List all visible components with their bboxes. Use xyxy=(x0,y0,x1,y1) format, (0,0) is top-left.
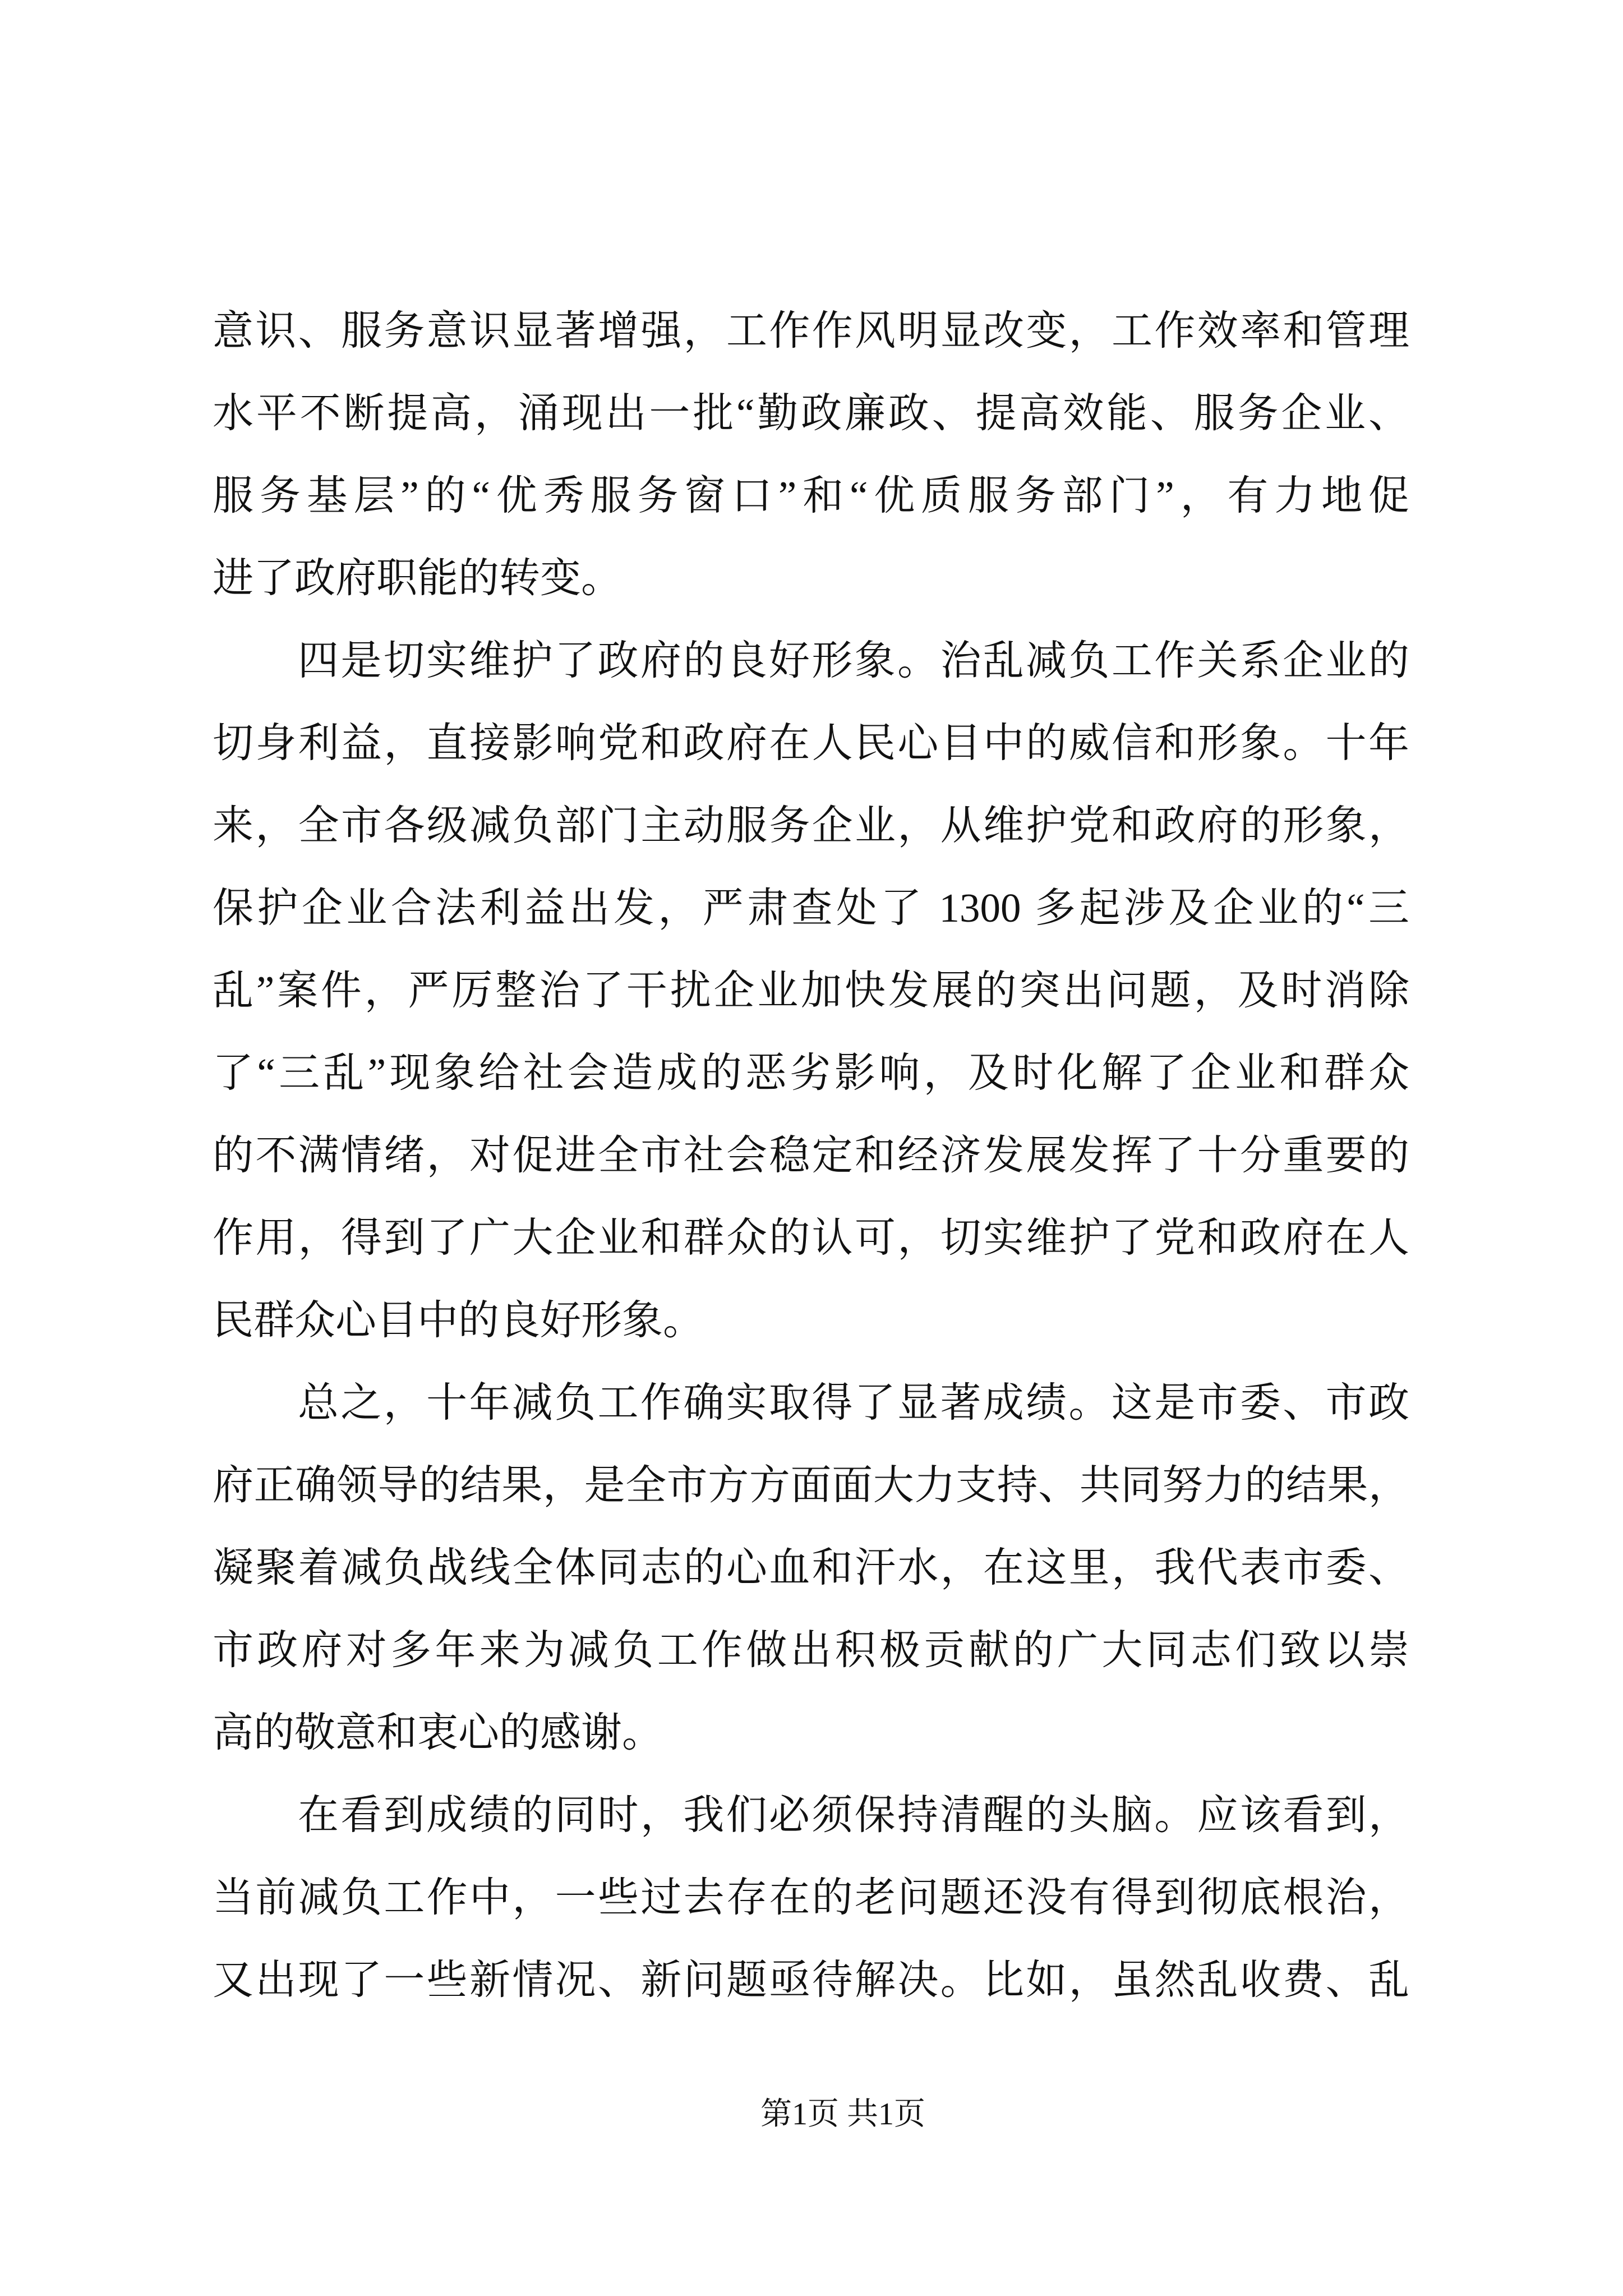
text-line: 作用，得到了广大企业和群众的认可，切实维护了党和政府在人 xyxy=(213,1215,1409,1260)
text-line: 服务基层”的“优秀服务窗口”和“优质服务部门”，有力地促 xyxy=(213,473,1409,518)
text-line: 当前减负工作中，一些过去存在的老问题还没有得到彻底根治， xyxy=(213,1875,1409,1920)
text-line: 乱”案件，严厉整治了干扰企业加快发展的突出问题，及时消除 xyxy=(213,968,1409,1013)
text-line: 民群众心目中的良好形象。 xyxy=(213,1297,704,1343)
text-line: 凝聚着减负战线全体同志的心血和汗水，在这里，我代表市委、 xyxy=(213,1545,1409,1590)
text-line: 市政府对多年来为减负工作做出积极贡献的广大同志们致以崇 xyxy=(213,1627,1409,1673)
paragraph xyxy=(213,289,1409,619)
document-body xyxy=(213,289,1409,2021)
text-line: 意识、服务意识显著增强，工作作风明显改变，工作效率和管理 xyxy=(213,308,1409,353)
text-line: 在看到成绩的同时，我们必须保持清醒的头脑。应该看到， xyxy=(298,1792,1409,1838)
paragraph xyxy=(213,1774,1409,2021)
text-line: 的不满情绪，对促进全市社会稳定和经济发展发挥了十分重要的 xyxy=(213,1133,1409,1178)
paragraph xyxy=(213,619,1409,1361)
text-line: 四是切实维护了政府的良好形象。治乱减负工作关系企业的 xyxy=(298,638,1409,683)
text-line: 保护企业合法利益出发，严肃查处了 1300 多起涉及企业的“三 xyxy=(213,885,1409,931)
text-line: 高的敬意和衷心的感谢。 xyxy=(213,1710,663,1755)
text-line: 了“三乱”现象给社会造成的恶劣影响，及时化解了企业和群众 xyxy=(213,1050,1409,1096)
text-line: 来，全市各级减负部门主动服务企业，从维护党和政府的形象， xyxy=(213,803,1409,848)
text-line: 总之，十年减负工作确实取得了显著成绩。这是市委、市政 xyxy=(298,1380,1409,1425)
text-line: 府正确领导的结果，是全市方方面面大力支持、共同努力的结果， xyxy=(213,1462,1409,1508)
text-line: 切身利益，直接影响党和政府在人民心目中的威信和形象。十年 xyxy=(213,720,1409,766)
text-line: 进了政府职能的转变。 xyxy=(213,555,622,601)
page-footer: 第1页 共1页 xyxy=(760,2097,925,2132)
paragraph xyxy=(213,1361,1409,1774)
text-line: 又出现了一些新情况、新问题亟待解决。比如，虽然乱收费、乱 xyxy=(213,1957,1409,2003)
text-line: 水平不断提高，涌现出一批“勤政廉政、提高效能、服务企业、 xyxy=(213,390,1409,436)
